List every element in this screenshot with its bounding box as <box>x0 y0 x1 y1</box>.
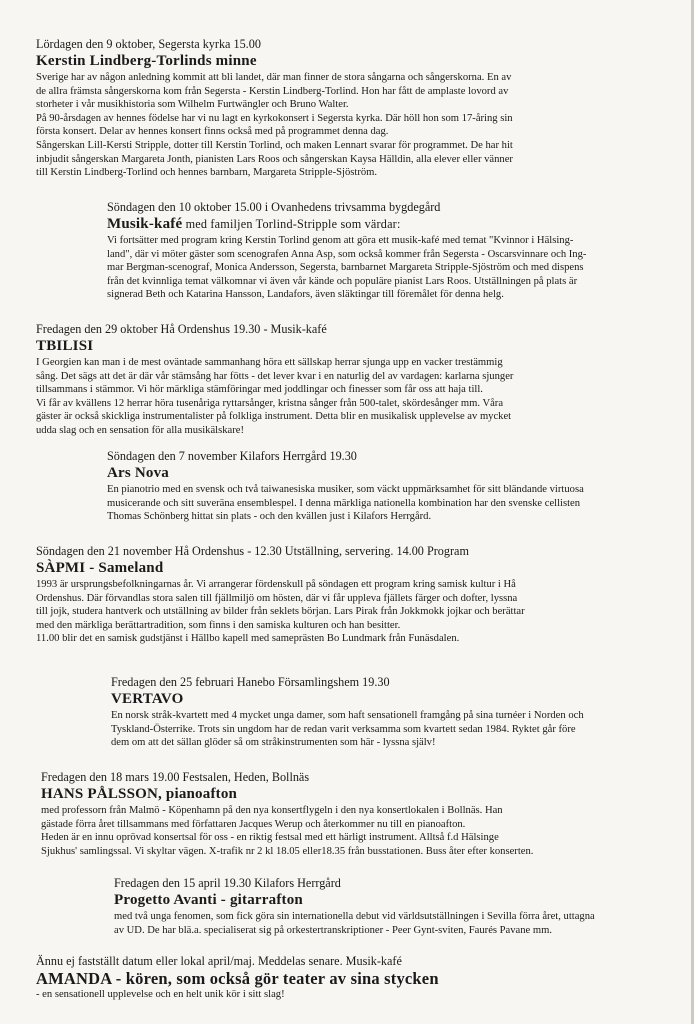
event-date: Söndagen den 7 november Kilafors Herrgård 19.30 <box>107 449 357 463</box>
event-description: I Georgien kan man i de mest oväntade sammanhang höra ett sällskap herrar sjunga upp en vacker trestämmig sång. Det sägs att det är där vår stämsång har fötts - det lever kvar i en naturlig del av vardagen: karlarna sjunger tillsammans i stämmor. Vi hör märkliga stämföringar med joddlingar och finesser som får oss att haja till. Vi får av kvällens 12 herrar höra tusenåriga ryttarsånger, kristna sånger från 500-talet, skördesånger mm. Våra gäster är också skickliga instrumentalister på folkliga instrument. Detta blir en musikalisk upplevelse av mycket udda slag och en sensation för alla musikälskare! <box>36 357 514 436</box>
event-date: Fredagen den 15 april 19.30 Kilafors Herrgård <box>114 876 341 890</box>
event-description: En norsk stråk-kvartett med 4 mycket unga damer, som haft sensationell framgång på sina turnéer i Norden och Tyskland-Österrike. Trots sin ungdom har de redan varit verksamma som kvartett sedan 1984. Ryktet går före dem om att det sällan glöder så om stråkinstrumenten som här - lyssna själv! <box>111 710 584 749</box>
event-date: Fredagen den 18 mars 19.00 Festsalen, Heden, Bollnäs <box>41 770 310 784</box>
event-date: Lördagen den 9 oktober, Segersta kyrka 15.00 <box>36 37 261 51</box>
event-title: SÀPMI - Sameland <box>36 560 164 576</box>
event-lindberg-torlind <box>36 37 513 180</box>
event-description: En pianotrio med en svensk och två taiwanesiska musiker, som väckt uppmärksamhet för sitt bländande virtuosa musicerande och sitt suveräna ensemblespel. I denna märkliga nationella kombination har den svenske cellisten Thomas Schönberg hittat sin plats - och den kvällen just i Kilafors Herrgård. <box>107 484 584 523</box>
event-description: Sverige har av någon anledning kommit att bli landet, där man finner de stora sångarna och sångerskorna. En av de allra främsta sångerskorna kom från Segersta - Kerstin Lindberg-Torlind. Hon har fått de amplaste lovord av storheter i vår musikhistoria som Wilhelm Furtwängler och Bruno Walter. På 90-årsdagen av hennes födelse har vi nu lagt en kyrkokonsert i Segersta kyrka. Där höll hon som 17-åring sin första konsert. Delar av hennes konsert finns också med på programmet denna dag. Sångerskan Lill-Kersti Stripple, dotter till Kerstin Torlind, och maken Lennart svarar för programmet. De har hit inbjudit sångerskan Margareta Jonth, pianisten Lars Roos och sångerskan Kaysa Hälldin, alla elever eller vänner till Kerstin Lindberg-Torlind och hennes barnbarn, Margareta Stripple-Sjöström. <box>36 72 513 179</box>
event-title: TBILISI <box>36 338 94 354</box>
event-title: Progetto Avanti - gitarrafton <box>114 892 303 908</box>
event-musik-kafe <box>107 200 586 302</box>
event-ars-nova <box>107 449 584 524</box>
event-title: Ars Nova <box>107 465 170 481</box>
event-vertavo <box>111 675 584 750</box>
event-tbilisi <box>36 322 513 438</box>
event-title: AMANDA - kören, som också gör teater av sina stycken <box>36 969 439 988</box>
event-title: HANS PÅLSSON, pianoafton <box>41 786 238 802</box>
event-progetto-avanti <box>114 876 595 937</box>
event-description: Vi fortsätter med program kring Kerstin Torlind genom att göra ett musik-kafé med temat "Kvinnor i Hälsing- land", där vi möter gäster som scenografen Anna Asp, som också kommer från Segersta - Oscarsvinnare och Ing- mar Bergman-scenograf, Monica Andersson, Segersta, barnbarnet Margareta Stripple-Sjöström och med dispens från det kvinnliga temat välkomnar vi även vår kände och populäre pianist Lars Roos. Utställningen på plats är signerad Beth och Katarina Hansson, Landafors, även släktingar till föremålet för denna helg. <box>107 235 587 301</box>
event-description: - en sensationell upplevelse och en helt unik kör i sitt slag! <box>36 989 285 1000</box>
event-date: Fredagen den 29 oktober Hå Ordenshus 19.30 - Musik-kafé <box>36 322 327 336</box>
event-date: Söndagen den 10 oktober 15.00 i Ovanhedens trivsamma bygdegård <box>107 200 441 214</box>
event-description: med två unga fenomen, som fick göra sin internationella debut vid världsutställningen i Sevilla förra året, uttagna av UD. De har blä.a. specialiserat sig på orkestertranskriptioner - Peer Gynt-sviten, Faurés Pavane mm. <box>114 911 595 936</box>
event-title <box>107 215 586 234</box>
event-date: Söndagen den 21 november Hå Ordenshus - 12.30 Utställning, servering. 14.00 Program <box>36 544 469 558</box>
event-date: Ännu ej fastställt datum eller lokal april/maj. Meddelas senare. Musik-kafé <box>36 954 402 968</box>
event-amanda <box>36 954 439 1002</box>
event-title: Kerstin Lindberg-Torlinds minne <box>36 53 257 69</box>
event-title-main: Musik-kafé <box>107 216 183 232</box>
event-description: 1993 är ursprungsbefolkningarnas år. Vi arrangerar fördenskull på söndagen ett program kring samisk kultur i Hå Ordenshus. Där förvandlas stora salen till fjällmiljö om hösten, där vi får uppleva fjällets färger och dofter, lyssna till jojk, studera hantverk och utställning av bilder från seklets början. Lars Pirak från Jokkmokk jojkar och berättar med den märkliga berättartradition, som finns i den samiska kulturen och han besitter. 11.00 blir det en samisk gudstjänst i Hällbo kapell med sameprästen Bo Lundmark från Funäsdalen. <box>36 579 525 645</box>
event-description: med professorn från Malmö - Köpenhamn på den nya konsertflygeln i den nya konsertlokalen i Bollnäs. Han gästade förra året tillsammans med författaren Jacques Werup och återkommer nu till en pianoafton. Heden är en innu oprövad konsertsal för oss - en riktig festsal med ett härligt instrument. Alltså f.d Hälsinge Sjukhus' samlingssal. Vi skyltar vägen. X-trafik nr 2 kl 18.05 eller18.35 från busstationen. Buss åter efter konserten. <box>41 805 534 857</box>
event-title: VERTAVO <box>111 691 184 707</box>
event-sapmi <box>36 544 525 646</box>
event-hans-palsson <box>41 770 533 858</box>
event-date: Fredagen den 25 februari Hanebo Församlingshem 19.30 <box>111 675 390 689</box>
event-title-lead: med familjen Torlind-Stripple som värdar: <box>182 217 401 231</box>
